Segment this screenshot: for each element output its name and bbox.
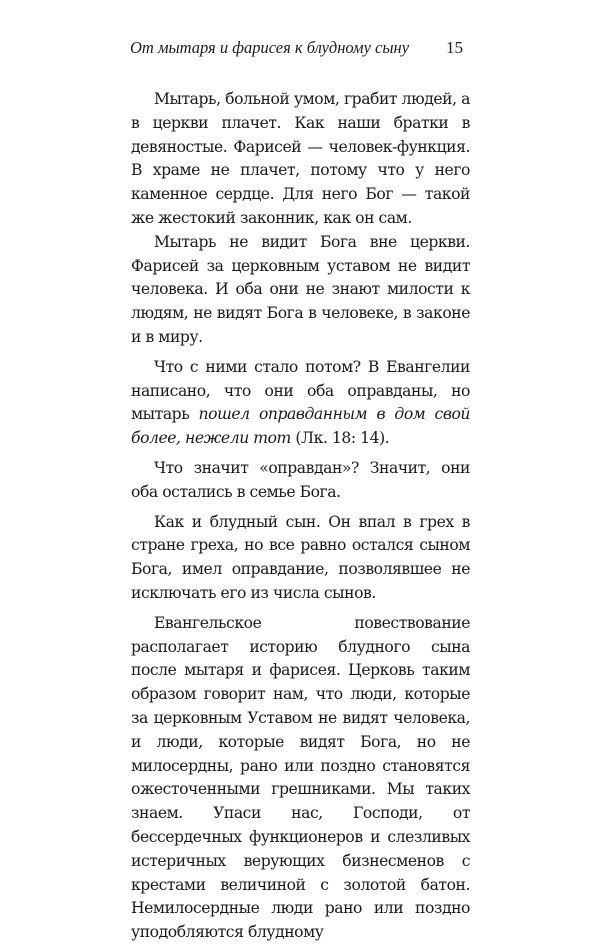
running-title: От мытаря и фарисея к блудному сыну	[130, 38, 410, 57]
body-text	[131, 88, 470, 945]
paragraph-1: Мытарь, больной умом, грабит людей, а в церкви плачет. Как наши братки в девяностые. Фарисей — человек-функция. В храме не плачет, потому что у него каменное сердце. Для него Бог — такой же жестокий законник, как он сам.	[131, 90, 470, 227]
paragraph-3	[131, 356, 470, 451]
paragraph-5: Как и блудный сын. Он впал в грех в стране греха, но все равно остался сыном Бога, имел оправдание, позволявшее не исключать его из числа сынов.	[131, 512, 470, 602]
paragraph-3-start: Что с ними стало потом? В Евангелии написано, что они оба оправданы, но мытарь	[131, 357, 470, 424]
page-number: 15	[446, 38, 463, 57]
paragraph-6: Евангельское повествование располагает историю блудного сына после мытаря и фарисея. Церковь таким образом говорит нам, что люди, которые за церковным Уставом не видят человека, и люди, которые видят Бога, но не милосердны, рано или поздно становятся ожесточенными грешниками. Мы таких знаем. Упаси нас, Господи, от бессердечных функционеров и слезливых истеричных верующих бизнесменов с крестами величиной с золотой батон. Немилосердные люди рано или поздно уподобляются блудному	[131, 613, 470, 942]
paragraph-4: Что значит «оправдан»? Значит, они оба остались в семье Бога.	[131, 458, 470, 501]
scripture-reference: (Лк. 18: 14).	[290, 429, 390, 448]
paragraph-2: Мытарь не видит Бога вне церкви. Фарисей за церковным уставом не видит человека. И оба они не знают милости к людям, не видят Бога в человеке, в законе и в миру.	[131, 232, 470, 346]
scripture-quote: пошел оправданным в дом свой более, нежели тот	[131, 405, 470, 448]
